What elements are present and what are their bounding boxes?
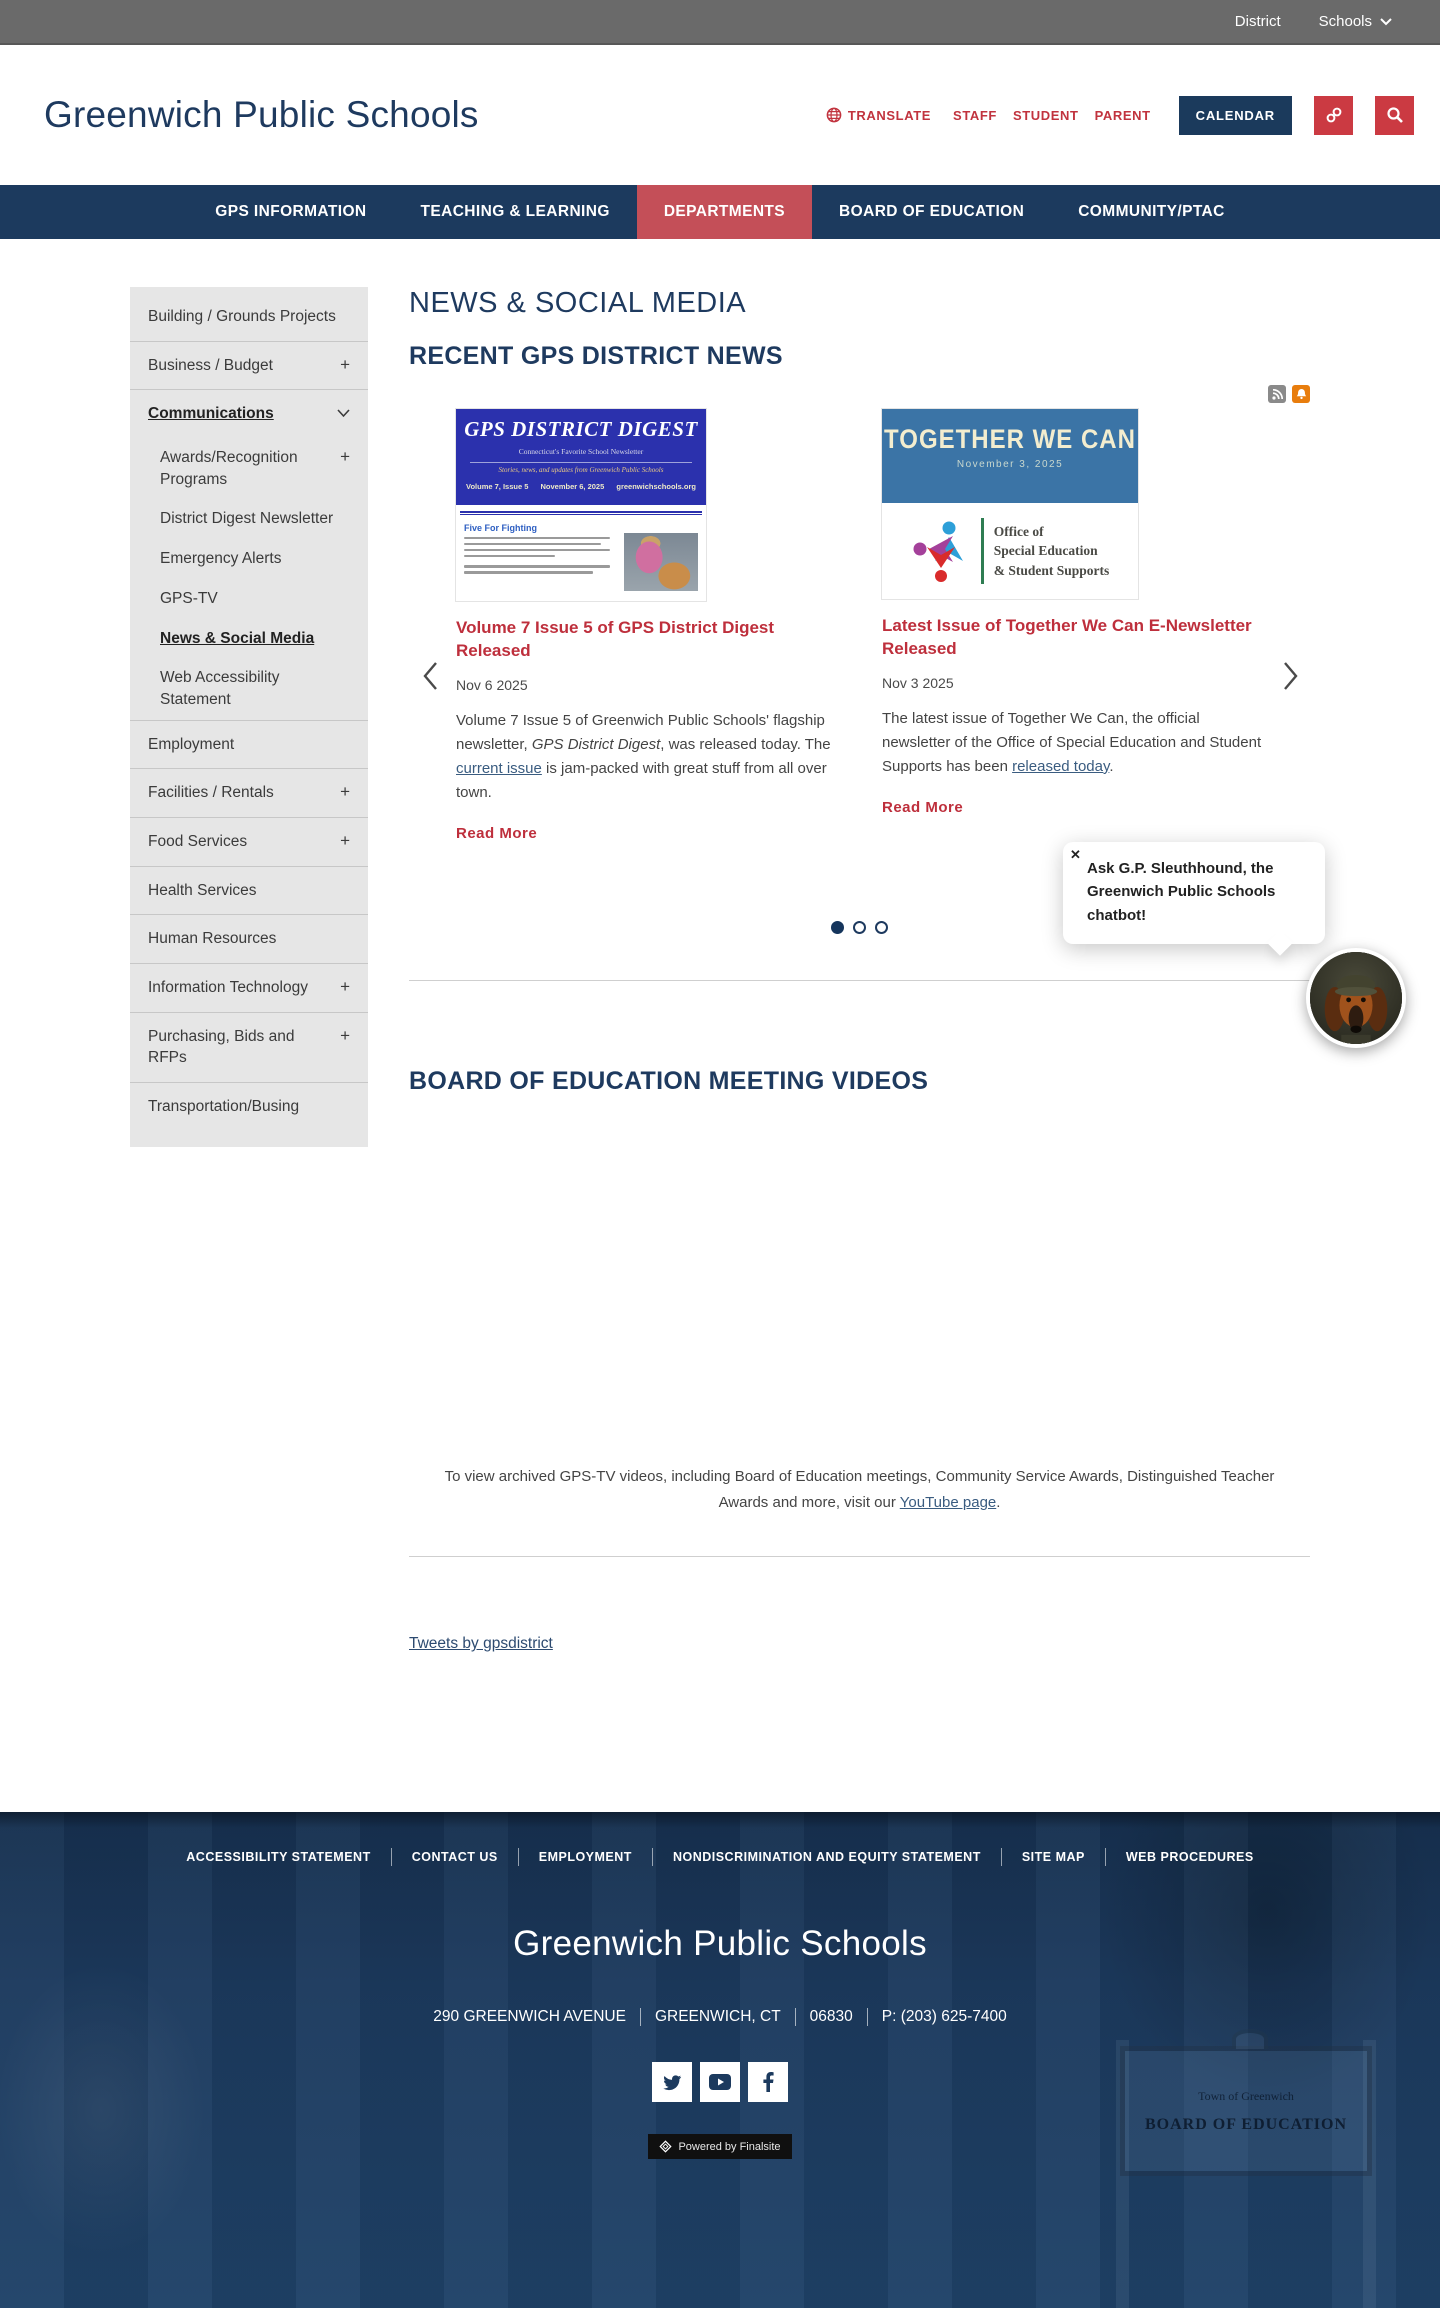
sidebar-label: District Digest Newsletter bbox=[160, 510, 334, 528]
address-street: 290 GREENWICH AVENUE bbox=[433, 2008, 626, 2025]
recent-news-heading: RECENT GPS DISTRICT NEWS bbox=[409, 342, 783, 370]
footer-address bbox=[419, 2008, 1020, 2026]
address-phone: P: (203) 625-7400 bbox=[867, 2008, 1021, 2026]
sign-board-line: BOARD OF EDUCATION bbox=[1144, 2115, 1347, 2133]
sidebar-item-human-resources[interactable] bbox=[130, 914, 368, 963]
digest-date: November 6, 2025 bbox=[540, 482, 605, 491]
footer-links bbox=[166, 1848, 1273, 1866]
sidebar-label: Awards/Recognition Programs bbox=[160, 449, 298, 488]
page-body bbox=[0, 239, 1440, 1812]
site-header bbox=[0, 45, 1440, 185]
sidebar-item-web-accessibility[interactable] bbox=[130, 658, 368, 719]
digest-article-heading: Five For Fighting bbox=[464, 523, 537, 533]
facebook-button[interactable] bbox=[748, 2062, 788, 2102]
digest-article-photo bbox=[624, 533, 698, 591]
footer-accessibility-link[interactable]: ACCESSIBILITY STATEMENT bbox=[166, 1848, 391, 1866]
powered-by-label: Powered by Finalsite bbox=[678, 2140, 781, 2153]
news-card-title[interactable]: Volume 7 Issue 5 of GPS District Digest Released bbox=[456, 618, 775, 660]
body-text: . bbox=[1109, 757, 1114, 775]
news-card-together-we-can bbox=[882, 409, 1262, 843]
schools-label: Schools bbox=[1318, 13, 1372, 30]
sidebar-label: Purchasing, Bids and RFPs bbox=[148, 1027, 295, 1067]
powered-by-finalsite-badge[interactable] bbox=[648, 2134, 791, 2159]
news-cards bbox=[409, 409, 1310, 843]
together-we-can-thumbnail[interactable] bbox=[882, 409, 1262, 599]
footer-web-procedures-link[interactable]: WEB PROCEDURES bbox=[1125, 1850, 1254, 1864]
audience-links bbox=[953, 108, 1151, 123]
section-divider bbox=[409, 980, 1310, 981]
expand-plus-icon[interactable]: + bbox=[340, 447, 350, 467]
sidebar-label: Building / Grounds Projects bbox=[148, 308, 336, 325]
news-card-date: Nov 6 2025 bbox=[456, 676, 528, 693]
carousel-next-arrow[interactable] bbox=[1282, 661, 1300, 691]
header-utilities bbox=[826, 96, 1414, 135]
student-label: STUDENT bbox=[1012, 107, 1079, 123]
search-button[interactable] bbox=[1375, 96, 1414, 135]
sidebar-label: News & Social Media bbox=[160, 629, 315, 647]
finalsite-logo-icon bbox=[659, 2140, 672, 2153]
address-city: GREENWICH, CT bbox=[640, 2008, 795, 2026]
sidebar-label: GPS-TV bbox=[160, 589, 218, 607]
facebook-icon bbox=[763, 2072, 774, 2092]
sidebar-label: Business / Budget bbox=[148, 356, 273, 374]
page-title: NEWS & SOCIAL MEDIA bbox=[409, 287, 747, 319]
digest-volume: Volume 7, Issue 5 bbox=[466, 482, 529, 491]
expand-plus-icon[interactable]: + bbox=[340, 977, 350, 996]
news-card-district-digest bbox=[456, 409, 836, 843]
twitter-icon bbox=[662, 2072, 682, 2092]
chatbot-tooltip bbox=[1063, 842, 1325, 944]
sidebar-item-employment[interactable] bbox=[130, 720, 368, 769]
body-text: Volume 7 Issue 5 of Greenwich Public Schools' flagship newsletter, bbox=[456, 711, 825, 753]
digest-script-line: Stories, news, and updates from Greenwich Public Schools bbox=[470, 462, 692, 474]
footer-contact-link[interactable]: CONTACT US bbox=[392, 1848, 519, 1866]
sidebar-label: Transportation/Busing bbox=[148, 1098, 300, 1116]
carousel-prev-arrow[interactable] bbox=[421, 661, 439, 691]
parent-link[interactable] bbox=[1095, 108, 1151, 123]
nav-departments[interactable]: DEPARTMENTS bbox=[637, 185, 812, 239]
sidebar-item-business-budget[interactable] bbox=[130, 341, 368, 390]
sidebar-item-communications[interactable] bbox=[130, 389, 368, 438]
sidebar-item-health-services[interactable] bbox=[130, 866, 368, 915]
parent-label: PARENT bbox=[1094, 107, 1151, 123]
link-icon bbox=[1325, 106, 1343, 124]
caption-text: To view archived GPS-TV videos, including Board of Education meetings, Community Service Awards, Distinguished Teacher Awards and more, visit our bbox=[444, 1467, 1275, 1512]
read-more-link[interactable]: Read More bbox=[882, 798, 964, 816]
video-embed-placeholder bbox=[409, 1096, 1310, 1464]
digest-masthead: GPS DISTRICT DIGEST bbox=[464, 417, 698, 441]
footer-sitemap-link[interactable]: SITE MAP bbox=[1002, 1848, 1106, 1866]
nav-community-ptac[interactable]: COMMUNITY/PTAC bbox=[1078, 203, 1225, 220]
sidebar-item-district-digest[interactable] bbox=[130, 499, 368, 539]
digest-website: greenwichschools.org bbox=[616, 482, 696, 491]
chatbot-avatar-button[interactable] bbox=[1306, 948, 1406, 1048]
footer-employment-link[interactable]: EMPLOYMENT bbox=[519, 1848, 653, 1866]
twc-banner-title: TOGETHER WE CAN bbox=[884, 424, 1136, 455]
section-sidebar bbox=[130, 287, 368, 1147]
org-line: Special Education bbox=[993, 543, 1098, 559]
body-text-italic: GPS District Digest bbox=[531, 735, 661, 753]
sidebar-item-purchasing-bids[interactable] bbox=[130, 1012, 368, 1082]
nav-board-of-education[interactable]: BOARD OF EDUCATION bbox=[839, 203, 1025, 220]
sidebar-label: Human Resources bbox=[148, 930, 277, 948]
expand-plus-icon[interactable]: + bbox=[340, 830, 350, 850]
special-education-logo bbox=[911, 519, 971, 583]
site-logo-title[interactable]: Greenwich Public Schools bbox=[44, 94, 479, 135]
body-text: , was released today. The bbox=[660, 735, 831, 753]
alerts-subscribe-button[interactable] bbox=[1292, 385, 1310, 403]
district-digest-thumbnail[interactable] bbox=[456, 409, 836, 601]
videos-caption bbox=[425, 1464, 1295, 1517]
chatbot-message: Ask G.P. Sleuthhound, the Greenwich Public Schools chatbot! bbox=[1087, 860, 1276, 924]
chevron-down-icon bbox=[1380, 18, 1392, 26]
section-divider bbox=[409, 1556, 1310, 1557]
rss-feed-button[interactable] bbox=[1268, 385, 1286, 403]
staff-label: STAFF bbox=[953, 107, 997, 123]
sidebar-item-facilities-rentals[interactable] bbox=[130, 768, 368, 817]
nav-gps-information[interactable]: GPS INFORMATION bbox=[215, 203, 367, 220]
news-card-body bbox=[882, 707, 1262, 779]
nav-teaching-learning[interactable]: TEACHING & LEARNING bbox=[420, 203, 610, 220]
org-line: Office of bbox=[993, 523, 1044, 539]
youtube-icon bbox=[709, 2074, 731, 2090]
sidebar-item-awards-recognition[interactable] bbox=[130, 438, 368, 499]
footer-social-links bbox=[652, 2062, 788, 2102]
quicklinks-button[interactable] bbox=[1314, 96, 1353, 135]
schools-dropdown[interactable] bbox=[1319, 13, 1392, 30]
sidebar-label: Employment bbox=[148, 735, 235, 753]
sidebar-label: Information Technology bbox=[148, 979, 308, 996]
videos-heading: BOARD OF EDUCATION MEETING VIDEOS bbox=[409, 1066, 929, 1095]
logo-divider bbox=[981, 518, 984, 584]
globe-icon bbox=[826, 107, 842, 123]
sidebar-item-gps-tv[interactable] bbox=[130, 579, 368, 619]
search-icon bbox=[1386, 106, 1404, 124]
bell-icon bbox=[1296, 388, 1307, 400]
expand-plus-icon[interactable]: + bbox=[340, 1025, 350, 1045]
sidebar-item-transportation[interactable] bbox=[130, 1082, 368, 1131]
news-card-date: Nov 3 2025 bbox=[882, 674, 954, 691]
org-line: & Student Supports bbox=[993, 562, 1110, 578]
carousel-dot-2[interactable] bbox=[853, 921, 866, 934]
translate-label: TRANSLATE bbox=[847, 107, 932, 123]
tweets-by-gpsdistrict-link[interactable]: Tweets by gpsdistrict bbox=[409, 1635, 553, 1653]
released-today-link[interactable]: released today bbox=[1012, 757, 1110, 775]
body-text: is jam-packed with great stuff from all over town. bbox=[456, 759, 827, 801]
chevron-down-icon[interactable] bbox=[337, 409, 350, 418]
main-content bbox=[409, 287, 1310, 1812]
sidebar-label: Food Services bbox=[148, 832, 248, 850]
sidebar-item-building-grounds[interactable] bbox=[130, 293, 368, 341]
sidebar-item-food-services[interactable] bbox=[130, 817, 368, 866]
feed-icons bbox=[409, 385, 1310, 403]
together-we-can-image bbox=[882, 409, 1138, 599]
expand-plus-icon[interactable]: + bbox=[340, 354, 350, 374]
calendar-button[interactable]: CALENDAR bbox=[1179, 96, 1292, 135]
site-footer bbox=[0, 1812, 1440, 2308]
current-issue-link[interactable]: current issue bbox=[456, 759, 542, 777]
sidebar-item-information-technology[interactable] bbox=[130, 963, 368, 1012]
twitter-button[interactable] bbox=[652, 2062, 692, 2102]
footer-nondiscrimination-link[interactable]: NONDISCRIMINATION AND EQUITY STATEMENT bbox=[653, 1848, 1002, 1866]
caption-text: . bbox=[996, 1494, 1001, 1512]
sidebar-label: Web Accessibility Statement bbox=[160, 669, 280, 708]
translate-button[interactable] bbox=[826, 107, 931, 123]
district-label: District bbox=[1234, 13, 1281, 30]
staff-link[interactable] bbox=[953, 108, 997, 123]
main-navigation bbox=[0, 185, 1440, 239]
read-more-link[interactable]: Read More bbox=[456, 824, 538, 842]
sidebar-label: Communications bbox=[148, 405, 274, 423]
address-zip: 06830 bbox=[795, 2008, 867, 2026]
carousel-dot-3[interactable] bbox=[875, 921, 888, 934]
sidebar-label: Facilities / Rentals bbox=[148, 784, 274, 802]
utility-topbar bbox=[0, 0, 1440, 45]
digest-tagline: Connecticut's Favorite School Newsletter bbox=[518, 447, 644, 456]
sidebar-item-news-social-media[interactable] bbox=[130, 619, 368, 659]
carousel-dot-1[interactable] bbox=[831, 921, 844, 934]
district-link[interactable] bbox=[1235, 13, 1281, 30]
sidebar-label: Health Services bbox=[148, 881, 257, 899]
sign-town-line: Town of Greenwich bbox=[1198, 2088, 1294, 2103]
news-card-body bbox=[456, 709, 836, 805]
sidebar-label: Emergency Alerts bbox=[160, 550, 282, 568]
close-icon[interactable]: ✕ bbox=[1070, 847, 1081, 862]
youtube-button[interactable] bbox=[700, 2062, 740, 2102]
footer-site-title: Greenwich Public Schools bbox=[513, 1924, 927, 1963]
twc-org-name bbox=[994, 522, 1110, 581]
sleuthhound-dog-icon bbox=[1310, 952, 1402, 1044]
youtube-page-link[interactable]: YouTube page bbox=[899, 1494, 997, 1512]
student-link[interactable] bbox=[1013, 108, 1079, 123]
news-card-title[interactable]: Latest Issue of Together We Can E-Newsletter Released bbox=[882, 616, 1252, 658]
twc-banner-date: November 3, 2025 bbox=[956, 459, 1064, 470]
body-text: The latest issue of Together We Can, the official newsletter of the Office of Special Education and Student Supports has been bbox=[882, 709, 1262, 775]
rss-icon bbox=[1272, 389, 1283, 400]
sidebar-item-emergency-alerts[interactable] bbox=[130, 539, 368, 579]
district-digest-newsletter-image bbox=[456, 409, 706, 601]
expand-plus-icon[interactable]: + bbox=[340, 782, 350, 802]
